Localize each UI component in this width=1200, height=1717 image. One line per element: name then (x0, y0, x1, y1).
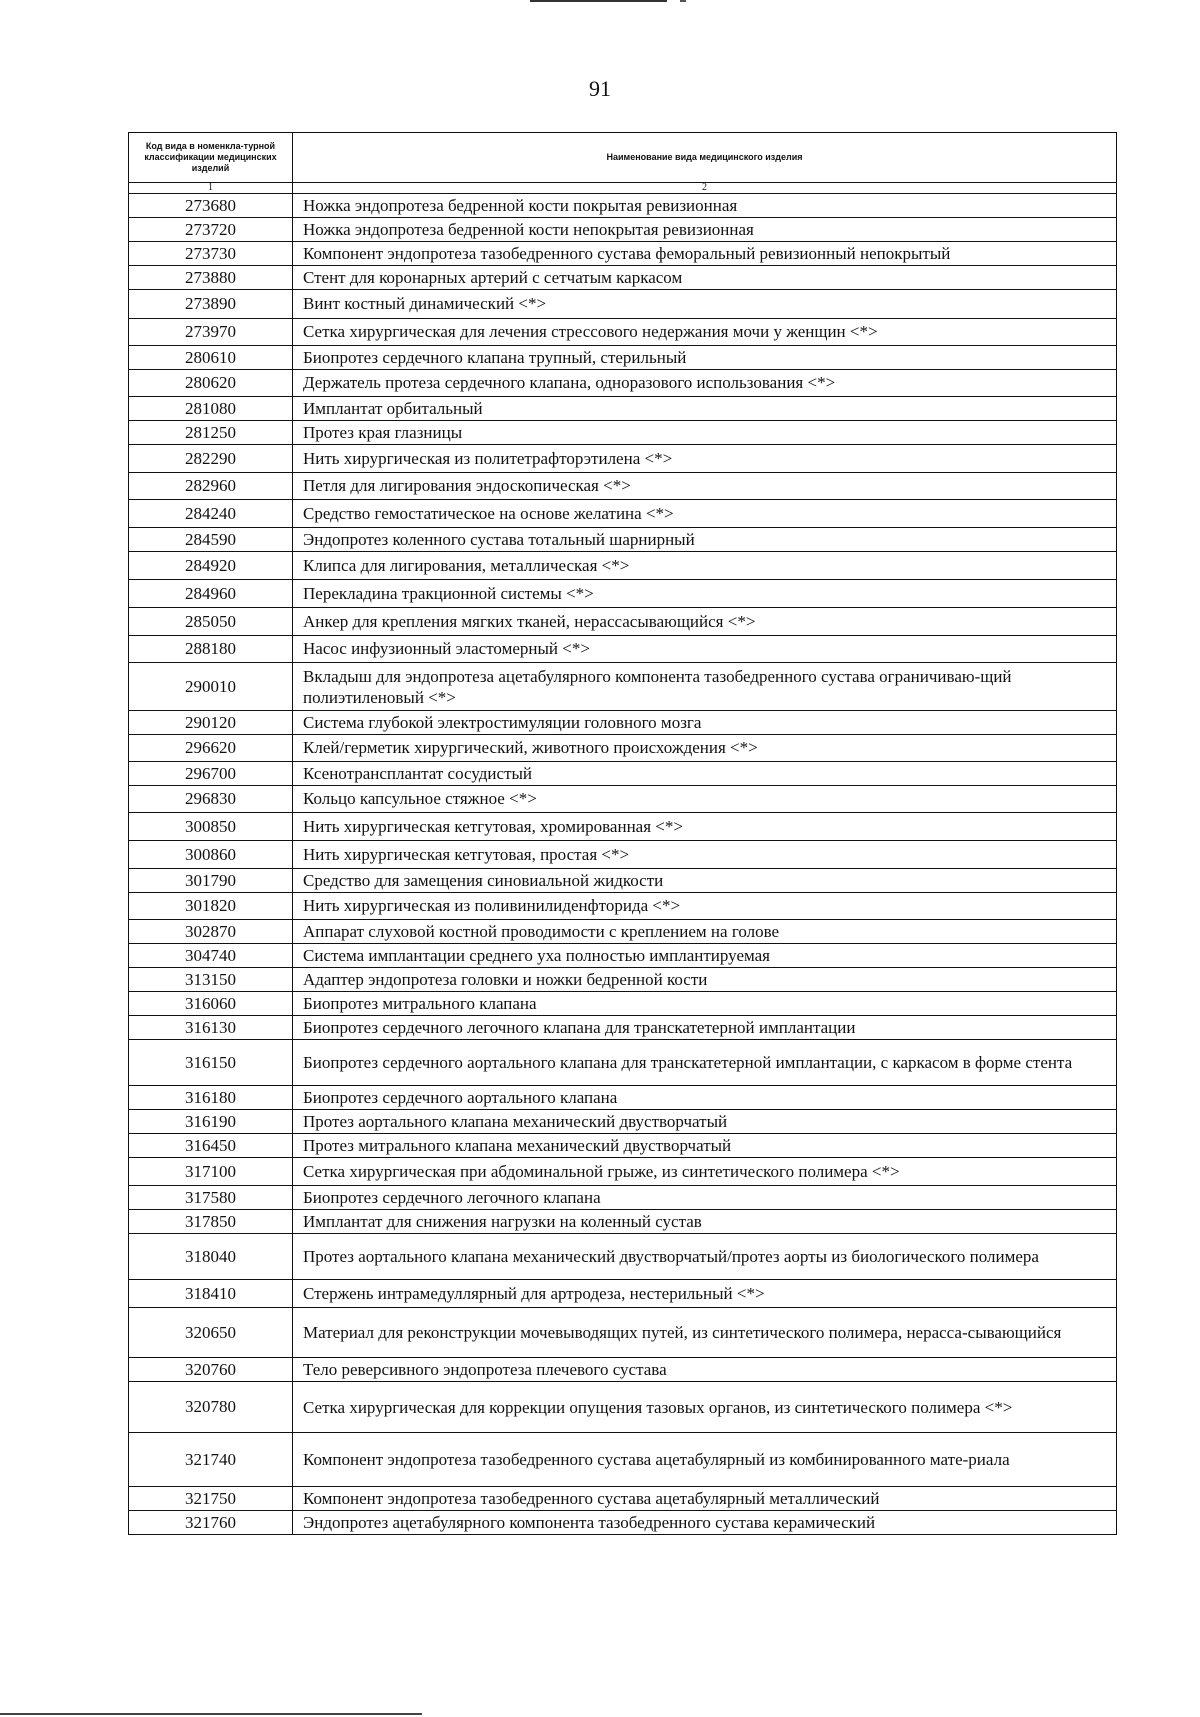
device-code-cell: 284590 (129, 528, 293, 552)
device-code-cell: 273730 (129, 242, 293, 266)
device-code-cell: 300850 (129, 813, 293, 841)
device-name-cell: Нить хирургическая кетгутовая, простая <*> (293, 841, 1117, 869)
device-name-cell: Биопротез сердечного легочного клапана (293, 1186, 1117, 1210)
device-code-cell: 280620 (129, 370, 293, 397)
device-name-cell: Эндопротез коленного сустава тотальный шарнирный (293, 528, 1117, 552)
device-name-cell: Аппарат слуховой костной проводимости с креплением на голове (293, 920, 1117, 944)
device-name-cell: Клипса для лигирования, металлическая <*> (293, 552, 1117, 580)
device-name-cell: Средство гемостатическое на основе желатина <*> (293, 500, 1117, 528)
device-code-cell: 273970 (129, 319, 293, 346)
device-name-cell: Протез края глазницы (293, 421, 1117, 445)
device-code-cell: 273880 (129, 266, 293, 290)
device-name-cell: Сетка хирургическая для лечения стрессового недержания мочи у женщин <*> (293, 319, 1117, 346)
device-code-cell: 321750 (129, 1487, 293, 1511)
table-row (129, 813, 1117, 841)
device-code-cell: 281080 (129, 397, 293, 421)
table-body (129, 194, 1117, 1535)
table-row (129, 1134, 1117, 1158)
device-name-cell: Биопротез сердечного клапана трупный, стерильный (293, 346, 1117, 370)
device-name-cell: Компонент эндопротеза тазобедренного сустава ацетабулярный из комбинированного мате-риала (293, 1433, 1117, 1487)
table-row (129, 1433, 1117, 1487)
device-code-cell: 316450 (129, 1134, 293, 1158)
device-name-cell: Биопротез митрального клапана (293, 992, 1117, 1016)
device-name-cell: Биопротез сердечного легочного клапана для транскатетерной имплантации (293, 1016, 1117, 1040)
device-name-cell: Протез митрального клапана механический двустворчатый (293, 1134, 1117, 1158)
table-row (129, 500, 1117, 528)
device-name-cell: Ножка эндопротеза бедренной кости покрытая ревизионная (293, 194, 1117, 218)
device-code-cell: 316060 (129, 992, 293, 1016)
device-code-cell: 321760 (129, 1511, 293, 1535)
table-row (129, 786, 1117, 813)
table-row (129, 194, 1117, 218)
device-code-cell: 300860 (129, 841, 293, 869)
table-row (129, 920, 1117, 944)
device-code-cell: 320780 (129, 1382, 293, 1433)
device-name-cell: Компонент эндопротеза тазобедренного сустава феморальный ревизионный непокрытый (293, 242, 1117, 266)
device-name-cell: Перекладина тракционной системы <*> (293, 580, 1117, 608)
table-row (129, 1016, 1117, 1040)
device-code-cell: 273680 (129, 194, 293, 218)
table-row (129, 473, 1117, 500)
device-code-cell: 280610 (129, 346, 293, 370)
table-row (129, 1511, 1117, 1535)
table-row (129, 711, 1117, 735)
device-code-cell: 321740 (129, 1433, 293, 1487)
column-number-1: 1 (129, 183, 293, 194)
device-name-cell: Биопротез сердечного аортального клапана (293, 1086, 1117, 1110)
table-row (129, 552, 1117, 580)
table-row (129, 762, 1117, 786)
device-code-cell: 284960 (129, 580, 293, 608)
device-code-cell: 290120 (129, 711, 293, 735)
table-row (129, 242, 1117, 266)
device-code-cell: 284920 (129, 552, 293, 580)
device-code-cell: 285050 (129, 608, 293, 636)
header-code-column: Код вида в номенкла-турной классификации медицинских изделий (129, 133, 293, 183)
device-name-cell: Тело реверсивного эндопротеза плечевого сустава (293, 1358, 1117, 1382)
top-scan-mark (530, 0, 667, 2)
device-code-cell: 320760 (129, 1358, 293, 1382)
table-row (129, 266, 1117, 290)
table-row (129, 944, 1117, 968)
device-name-cell: Протез аортального клапана механический двустворчатый/протез аорты из биологического полимера (293, 1234, 1117, 1280)
table-row (129, 1234, 1117, 1280)
device-code-cell: 304740 (129, 944, 293, 968)
device-name-cell: Клей/герметик хирургический, животного происхождения <*> (293, 735, 1117, 762)
table-row (129, 1110, 1117, 1134)
table-row (129, 893, 1117, 920)
device-name-cell: Насос инфузионный эластомерный <*> (293, 636, 1117, 663)
device-code-cell: 273720 (129, 218, 293, 242)
device-name-cell: Петля для лигирования эндоскопическая <*> (293, 473, 1117, 500)
table-row (129, 1210, 1117, 1234)
device-code-cell: 281250 (129, 421, 293, 445)
device-code-cell: 296830 (129, 786, 293, 813)
table-row (129, 319, 1117, 346)
table-row (129, 1280, 1117, 1308)
table-row (129, 735, 1117, 762)
device-name-cell: Стент для коронарных артерий с сетчатым каркасом (293, 266, 1117, 290)
device-name-cell: Система глубокой электростимуляции головного мозга (293, 711, 1117, 735)
device-code-cell: 296620 (129, 735, 293, 762)
device-name-cell: Ксенотрансплантат сосудистый (293, 762, 1117, 786)
device-code-cell: 316150 (129, 1040, 293, 1086)
table-row (129, 1086, 1117, 1110)
device-code-cell: 316130 (129, 1016, 293, 1040)
device-code-cell: 284240 (129, 500, 293, 528)
table-row (129, 1308, 1117, 1358)
table-row (129, 290, 1117, 319)
device-code-cell: 316190 (129, 1110, 293, 1134)
device-code-cell: 290010 (129, 663, 293, 711)
device-code-cell: 317580 (129, 1186, 293, 1210)
page-number: 91 (589, 76, 611, 101)
device-name-cell: Нить хирургическая из поливинилиденфторида <*> (293, 893, 1117, 920)
table-row (129, 1158, 1117, 1186)
device-name-cell: Ножка эндопротеза бедренной кости непокрытая ревизионная (293, 218, 1117, 242)
bottom-scan-line (0, 1713, 422, 1715)
top-scan-mark-small (680, 0, 686, 2)
device-code-cell: 318410 (129, 1280, 293, 1308)
device-code-cell: 301820 (129, 893, 293, 920)
device-name-cell: Имплантат для снижения нагрузки на коленный сустав (293, 1210, 1117, 1234)
table-row (129, 528, 1117, 552)
device-code-cell: 282960 (129, 473, 293, 500)
device-code-cell: 282290 (129, 445, 293, 473)
device-name-cell: Протез аортального клапана механический двустворчатый (293, 1110, 1117, 1134)
table-row (129, 663, 1117, 711)
device-classification-table (128, 132, 1117, 1535)
device-name-cell: Вкладыш для эндопротеза ацетабулярного компонента тазобедренного сустава ограничиваю-щий полиэтиленовый <*> (293, 663, 1117, 711)
device-code-cell: 320650 (129, 1308, 293, 1358)
device-name-cell: Сетка хирургическая при абдоминальной грыже, из синтетического полимера <*> (293, 1158, 1117, 1186)
table-row (129, 218, 1117, 242)
device-code-cell: 296700 (129, 762, 293, 786)
table-row (129, 421, 1117, 445)
table-row (129, 1358, 1117, 1382)
device-name-cell: Эндопротез ацетабулярного компонента тазобедренного сустава керамический (293, 1511, 1117, 1535)
device-name-cell: Винт костный динамический <*> (293, 290, 1117, 319)
device-code-cell: 317850 (129, 1210, 293, 1234)
device-code-cell: 318040 (129, 1234, 293, 1280)
device-name-cell: Держатель протеза сердечного клапана, одноразового использования <*> (293, 370, 1117, 397)
table-row (129, 346, 1117, 370)
device-name-cell: Нить хирургическая из политетрафторэтилена <*> (293, 445, 1117, 473)
device-name-cell: Компонент эндопротеза тазобедренного сустава ацетабулярный металлический (293, 1487, 1117, 1511)
device-code-cell: 317100 (129, 1158, 293, 1186)
device-name-cell: Имплантат орбитальный (293, 397, 1117, 421)
table-row (129, 1040, 1117, 1086)
device-code-cell: 313150 (129, 968, 293, 992)
table-row (129, 580, 1117, 608)
table-row (129, 841, 1117, 869)
table-row (129, 445, 1117, 473)
device-code-cell: 302870 (129, 920, 293, 944)
device-name-cell: Адаптер эндопротеза головки и ножки бедренной кости (293, 968, 1117, 992)
device-name-cell: Сетка хирургическая для коррекции опущения тазовых органов, из синтетического полимера <*> (293, 1382, 1117, 1433)
table-row (129, 636, 1117, 663)
device-code-cell: 288180 (129, 636, 293, 663)
device-name-cell: Стержень интрамедуллярный для артродеза, нестерильный <*> (293, 1280, 1117, 1308)
table-row (129, 968, 1117, 992)
table-row (129, 869, 1117, 893)
device-name-cell: Биопротез сердечного аортального клапана для транскатетерной имплантации, с каркасом в форме стента (293, 1040, 1117, 1086)
table-row (129, 370, 1117, 397)
device-name-cell: Средство для замещения синовиальной жидкости (293, 869, 1117, 893)
table-row (129, 608, 1117, 636)
table-row (129, 1186, 1117, 1210)
table-row (129, 1487, 1117, 1511)
device-name-cell: Система имплантации среднего уха полностью имплантируемая (293, 944, 1117, 968)
device-code-cell: 273890 (129, 290, 293, 319)
table-row (129, 1382, 1117, 1433)
device-name-cell: Материал для реконструкции мочевыводящих путей, из синтетического полимера, нерасса-сывающийся (293, 1308, 1117, 1358)
device-code-cell: 301790 (129, 869, 293, 893)
column-number-2: 2 (293, 183, 1117, 194)
device-name-cell: Нить хирургическая кетгутовая, хромированная <*> (293, 813, 1117, 841)
header-name-column: Наименование вида медицинского изделия (293, 133, 1117, 183)
device-name-cell: Кольцо капсульное стяжное <*> (293, 786, 1117, 813)
table-row (129, 397, 1117, 421)
device-name-cell: Анкер для крепления мягких тканей, нерассасывающийся <*> (293, 608, 1117, 636)
table-row (129, 992, 1117, 1016)
device-code-cell: 316180 (129, 1086, 293, 1110)
